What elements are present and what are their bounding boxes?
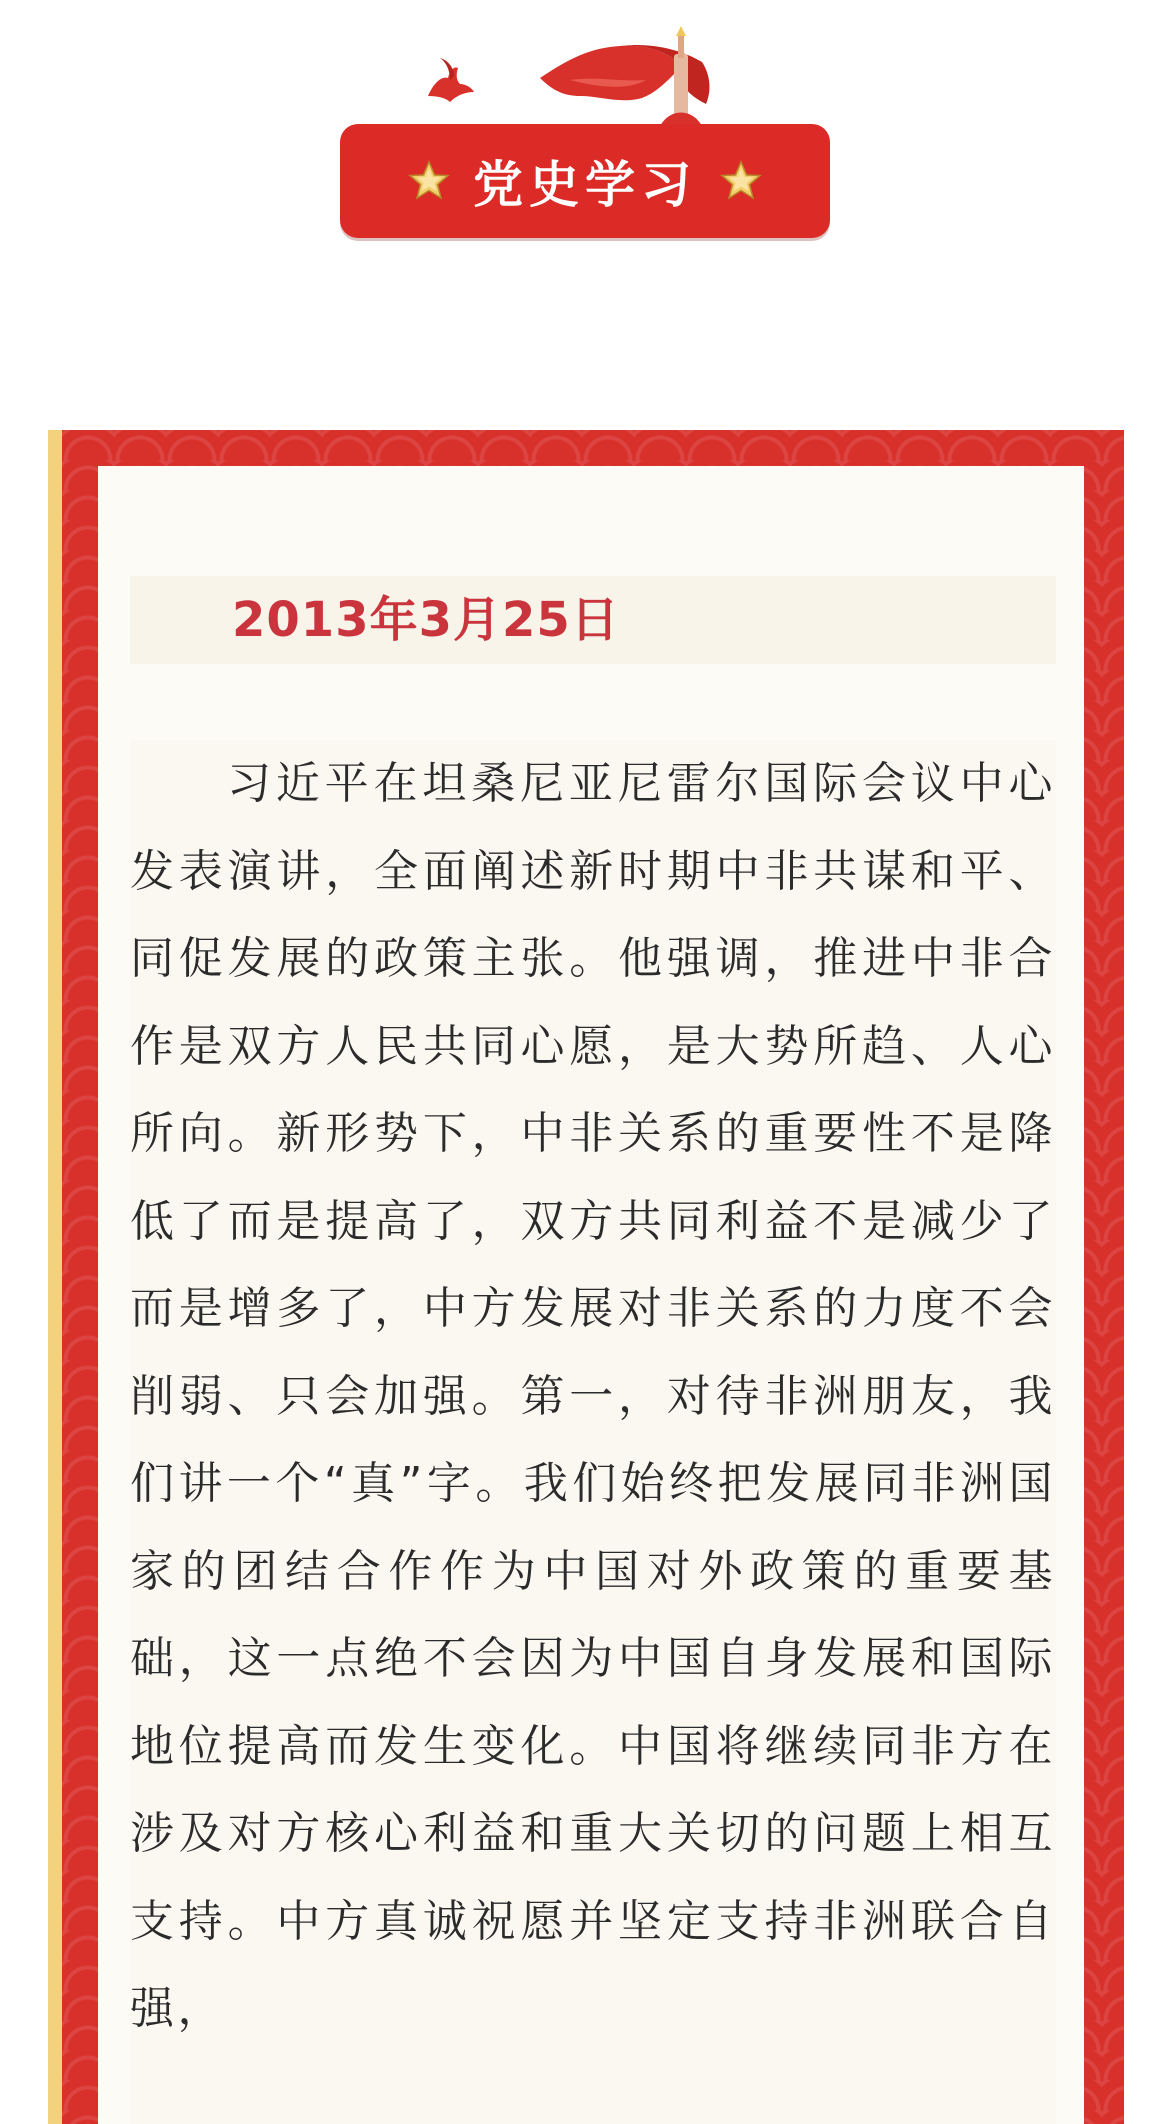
star-icon bbox=[719, 159, 763, 203]
flag-dove-decoration bbox=[420, 18, 740, 128]
section-banner bbox=[340, 124, 830, 238]
dove-icon bbox=[428, 58, 474, 102]
article-body: 习近平在坦桑尼亚尼雷尔国际会议中心发表演讲，全面阐述新时期中非共谋和平、同促发展的政策主张。他强调，推进中非合作是双方人民共同心愿，是大势所趋、人心所向。新形势下，中非关系的重要性不是降低了而是提高了，双方共同利益不是减少了而是增多了，中方发展对非关系的力度不会削弱、只会加强。第一，对待非洲朋友，我们讲一个“真”字。我们始终把发展同非洲国家的团结合作作为中国对外政策的重要基础，这一点绝不会因为中国自身发展和国际地位提高而发生变化。中国将继续同非方在涉及对方核心利益和重大关切的问题上相互支持。中方真诚祝愿并坚定支持非洲联合自强， bbox=[130, 758, 1056, 2034]
party-history-header bbox=[0, 0, 1170, 260]
banner-title: 党史学习 bbox=[473, 156, 697, 214]
star-icon bbox=[407, 159, 451, 203]
article-date: 2013年3月25日 bbox=[232, 592, 620, 648]
